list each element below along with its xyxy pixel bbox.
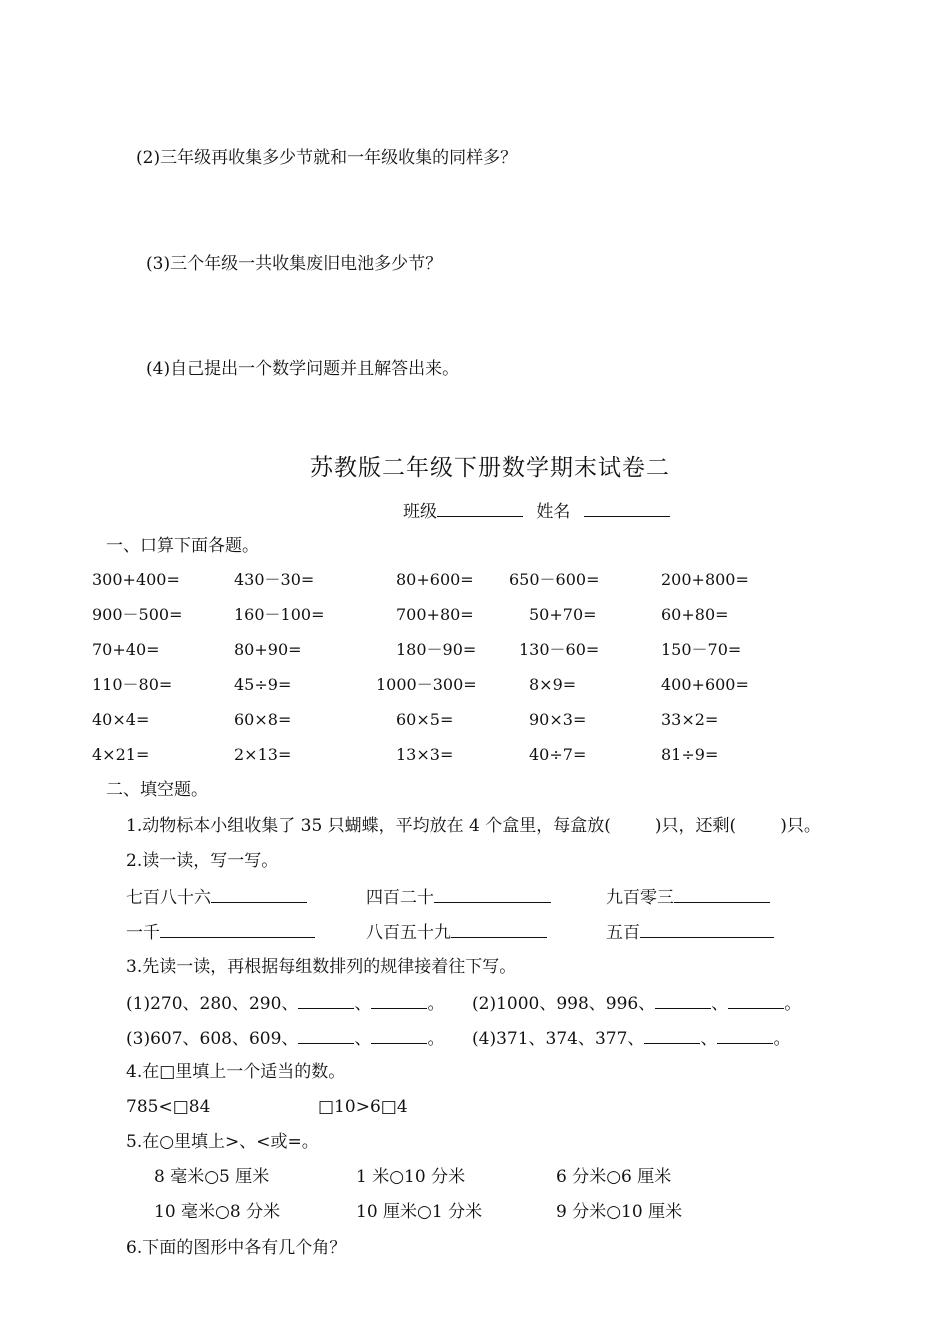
- fill-question-1: [126, 816, 821, 836]
- read-write-blank[interactable]: [451, 921, 547, 938]
- calc-item: 110－80=: [92, 675, 173, 694]
- class-blank[interactable]: [437, 500, 523, 517]
- calc-item: 150－70=: [661, 640, 742, 659]
- calc-item: 13×3=: [396, 745, 454, 764]
- calc-item: 1000－300=: [376, 675, 477, 694]
- sequence-end: 。: [784, 994, 802, 1014]
- question-3: (3)三个年级一共收集废旧电池多少节？: [146, 254, 443, 274]
- calc-item: 900－500=: [92, 605, 183, 624]
- calc-item: 70+40=: [92, 640, 160, 659]
- calc-item: 650－600=: [509, 570, 600, 589]
- calc-item: 60+80=: [661, 605, 729, 624]
- compare-item: 9 分米○10 厘米: [556, 1202, 683, 1222]
- sequence-blank[interactable]: [717, 1027, 773, 1044]
- read-write-label: 一千: [126, 923, 160, 943]
- sequence-1: [126, 992, 444, 1014]
- calc-item: 180－90=: [396, 640, 477, 659]
- read-write-blank[interactable]: [640, 921, 774, 938]
- question-2: (2)三年级再收集多少节就和一年级收集的同样多？: [136, 148, 518, 168]
- read-write-item: [126, 886, 307, 908]
- section1-heading: 一、口算下面各题。: [106, 536, 259, 556]
- compare-item: 8 毫米○5 厘米: [154, 1167, 270, 1187]
- q1-text-a: 1.动物标本小组收集了 35 只蝴蝶，平均放在 4 个盒里，每盒放(: [126, 816, 611, 836]
- read-write-label: 七百八十六: [126, 888, 211, 908]
- box-fill-b: □10>6□4: [318, 1097, 408, 1117]
- sequence-4: [472, 1027, 790, 1049]
- read-write-blank[interactable]: [434, 886, 551, 903]
- calc-item: 81÷9=: [661, 745, 719, 764]
- sequence-sep: 、: [711, 994, 729, 1014]
- student-info: [403, 500, 670, 522]
- name-label: 姓名: [536, 502, 571, 522]
- calc-item: 2×13=: [234, 745, 292, 764]
- sequence-2: [472, 992, 801, 1014]
- compare-item: 10 厘米○1 分米: [356, 1202, 483, 1222]
- calc-item: 40÷7=: [529, 745, 587, 764]
- read-write-item: [606, 886, 770, 908]
- read-write-item: [606, 921, 774, 943]
- read-write-item: [366, 921, 547, 943]
- calc-item: 45÷9=: [234, 675, 292, 694]
- sequence-sep: 、: [354, 1029, 372, 1049]
- box-fill-a: 785<□84: [126, 1097, 211, 1117]
- q1-text-b: )只，还剩(: [654, 816, 737, 836]
- sequence-text: (4)371、374、377、: [472, 1029, 645, 1049]
- calc-item: 430－30=: [234, 570, 315, 589]
- sequence-text: (2)1000、998、996、: [472, 994, 656, 1014]
- sequence-blank[interactable]: [298, 992, 354, 1009]
- fill-question-2: 2.读一读，写一写。: [126, 851, 279, 871]
- calc-item: 60×5=: [396, 710, 454, 729]
- read-write-blank[interactable]: [674, 886, 770, 903]
- sequence-blank[interactable]: [644, 1027, 700, 1044]
- sequence-sep: 、: [354, 994, 372, 1014]
- question-4: (4)自己提出一个数学问题并且解答出来。: [146, 359, 460, 379]
- calc-item: 4×21=: [92, 745, 150, 764]
- page-title: 苏教版二年级下册数学期末试卷二: [310, 455, 670, 481]
- sequence-end: 。: [427, 1029, 445, 1049]
- sequence-sep: 、: [700, 1029, 718, 1049]
- calc-item: 130－60=: [519, 640, 600, 659]
- read-write-blank[interactable]: [160, 921, 315, 938]
- sequence-text: (3)607、608、609、: [126, 1029, 299, 1049]
- calc-item: 90×3=: [529, 710, 587, 729]
- fill-question-6: 6.下面的图形中各有几个角？: [126, 1238, 347, 1258]
- read-write-label: 五百: [606, 923, 640, 943]
- calc-item: 160－100=: [234, 605, 325, 624]
- read-write-label: 九百零三: [606, 888, 674, 908]
- fill-question-4: 4.在□里填上一个适当的数。: [126, 1062, 346, 1082]
- calc-item: 80+600=: [396, 570, 474, 589]
- sequence-end: 。: [773, 1029, 791, 1049]
- fill-question-5: 5.在○里填上>、<或=。: [126, 1132, 319, 1152]
- compare-item: 6 分米○6 厘米: [556, 1167, 672, 1187]
- sequence-end: 。: [427, 994, 445, 1014]
- calc-item: 400+600=: [661, 675, 749, 694]
- sequence-blank[interactable]: [655, 992, 711, 1009]
- name-blank[interactable]: [584, 500, 670, 517]
- calc-item: 33×2=: [661, 710, 719, 729]
- fill-question-3: 3.先读一读，再根据每组数排列的规律接着往下写。: [126, 957, 517, 977]
- sequence-blank[interactable]: [371, 992, 427, 1009]
- sequence-3: [126, 1027, 444, 1049]
- read-write-blank[interactable]: [211, 886, 307, 903]
- sequence-blank[interactable]: [371, 1027, 427, 1044]
- compare-item: 1 米○10 分米: [356, 1167, 466, 1187]
- class-label: 班级: [403, 502, 437, 522]
- calc-item: 40×4=: [92, 710, 150, 729]
- read-write-label: 八百五十九: [366, 923, 451, 943]
- read-write-label: 四百二十: [366, 888, 434, 908]
- read-write-item: [126, 921, 315, 943]
- sequence-blank[interactable]: [298, 1027, 354, 1044]
- calc-item: 300+400=: [92, 570, 180, 589]
- calc-item: 50+70=: [529, 605, 597, 624]
- q1-text-c: )只。: [780, 816, 821, 836]
- calc-item: 60×8=: [234, 710, 292, 729]
- read-write-item: [366, 886, 551, 908]
- compare-item: 10 毫米○8 分米: [154, 1202, 281, 1222]
- sequence-text: (1)270、280、290、: [126, 994, 299, 1014]
- calc-item: 200+800=: [661, 570, 749, 589]
- calc-item: 8×9=: [529, 675, 577, 694]
- sequence-blank[interactable]: [728, 992, 784, 1009]
- section2-heading: 二、填空题。: [106, 780, 208, 800]
- calc-item: 80+90=: [234, 640, 302, 659]
- calc-item: 700+80=: [396, 605, 474, 624]
